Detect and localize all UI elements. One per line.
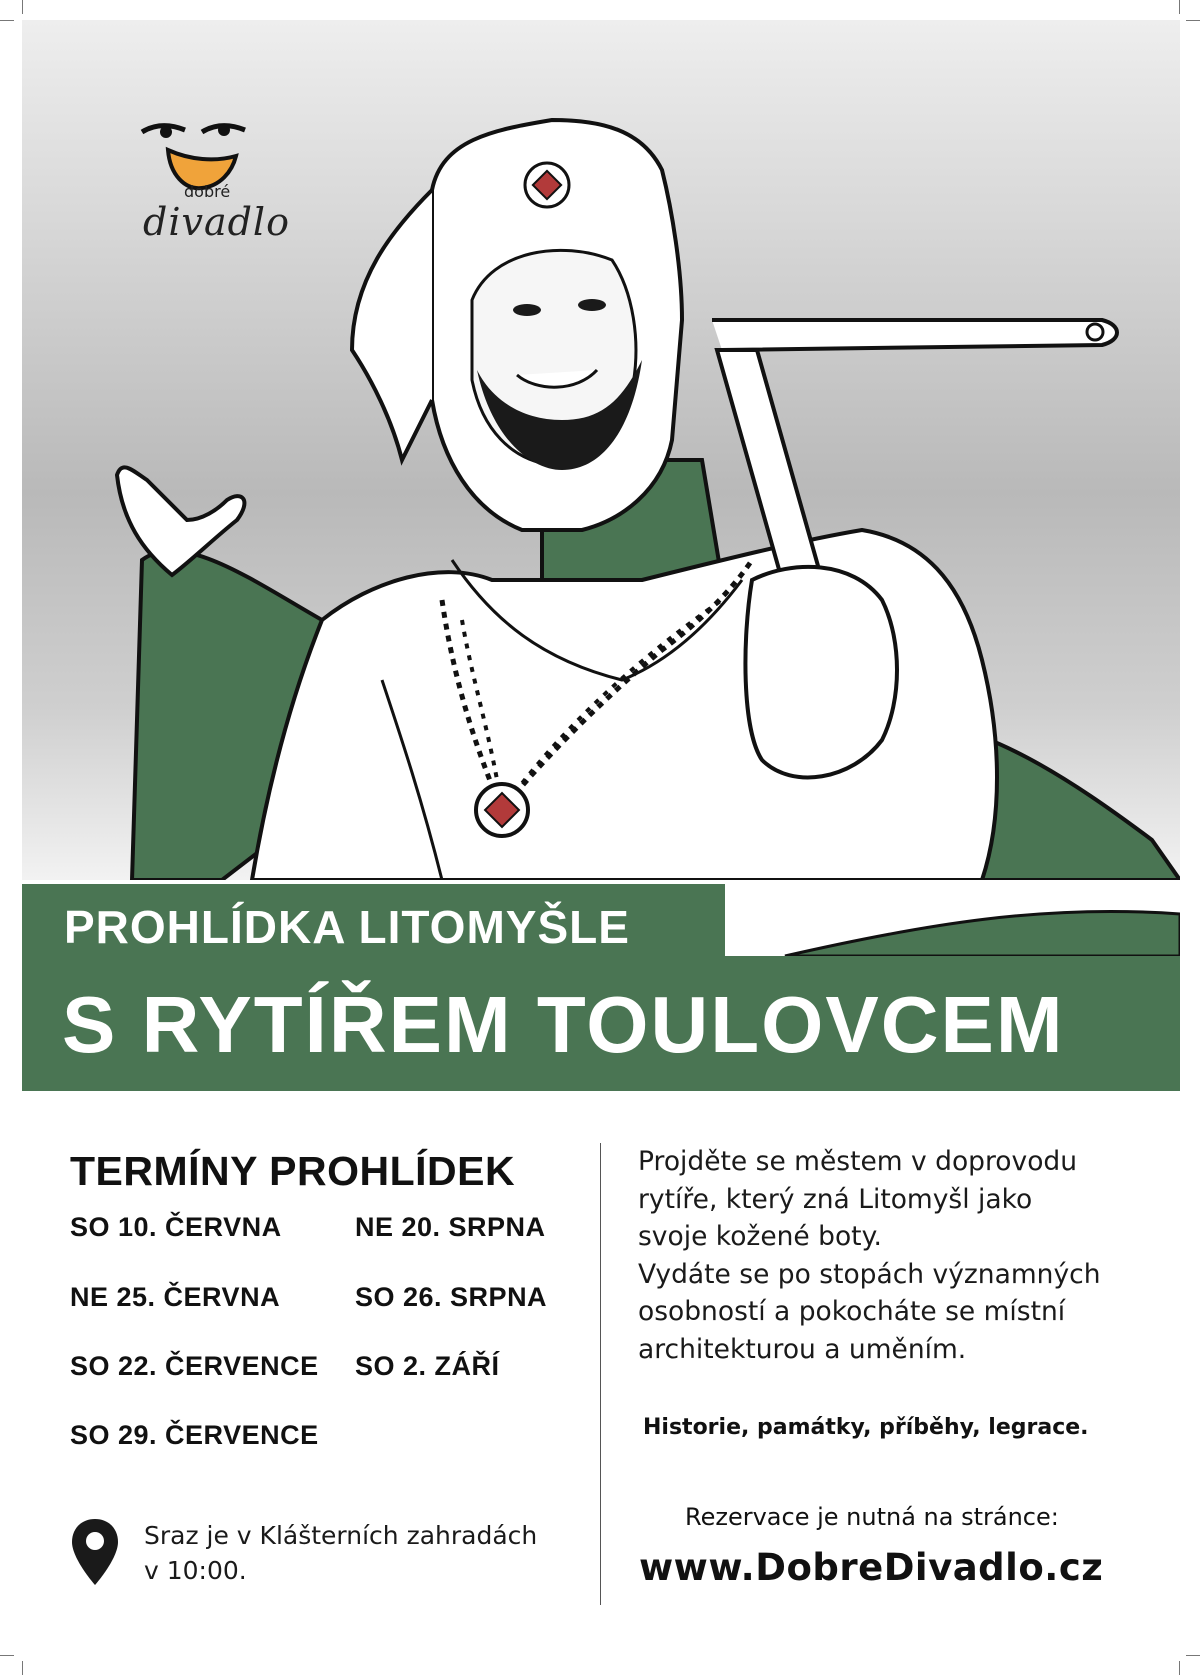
description-line: rytíře, který zná Litomyšl jako [638, 1183, 1033, 1215]
column-divider [600, 1143, 601, 1605]
description-line: svoje kožené boty. [638, 1221, 882, 1253]
logo-text-small: dobré [184, 182, 231, 201]
crop-mark [1186, 1655, 1200, 1656]
date-item: SO 22. ČERVENCE [70, 1351, 319, 1381]
dates-heading: TERMÍNY PROHLÍDEK [70, 1148, 516, 1194]
crop-mark [0, 20, 14, 21]
pendant [476, 784, 528, 836]
reservation-label: Rezervace je nutná na stránce: [685, 1503, 1059, 1531]
crop-mark [1179, 1661, 1180, 1675]
meeting-line: Sraz je v Klášterních zahradách [144, 1521, 538, 1550]
logo-text-big: divadlo [143, 200, 290, 244]
hat-emblem [525, 163, 569, 207]
description [638, 1143, 1158, 1369]
crop-mark [22, 0, 23, 14]
crop-mark [0, 1655, 14, 1656]
date-item: SO 2. ZÁŘÍ [355, 1351, 500, 1381]
title-band-notch [725, 884, 1180, 956]
website-link[interactable]: www.DobreDivadlo.cz [639, 1546, 1104, 1589]
tagline: Historie, památky, příběhy, legrace. [643, 1415, 1089, 1440]
date-item: NE 20. SRPNA [355, 1212, 546, 1242]
crop-mark [22, 1661, 23, 1675]
meeting-info [144, 1518, 537, 1588]
description-line: Projděte se městem v doprovodu [638, 1146, 1078, 1177]
location-pin-icon [70, 1517, 120, 1587]
date-item: NE 25. ČERVNA [70, 1282, 281, 1312]
meeting-line: v 10:00. [144, 1556, 247, 1585]
description-line: Vydáte se po stopách významných [638, 1258, 1101, 1290]
date-item: SO 29. ČERVENCE [70, 1420, 319, 1450]
date-item: SO 10. ČERVNA [70, 1212, 282, 1242]
crop-mark [1186, 20, 1200, 21]
crop-mark [1179, 0, 1180, 14]
description-line: osobností a pokocháte se místní [638, 1296, 1066, 1328]
title-line-1: PROHLÍDKA LITOMYŠLE [64, 901, 630, 953]
description-line: architekturou a uměním. [638, 1333, 967, 1365]
title-line-2: S RYTÍŘEM TOULOVCEM [62, 980, 1065, 1069]
date-item: SO 26. SRPNA [355, 1282, 548, 1312]
